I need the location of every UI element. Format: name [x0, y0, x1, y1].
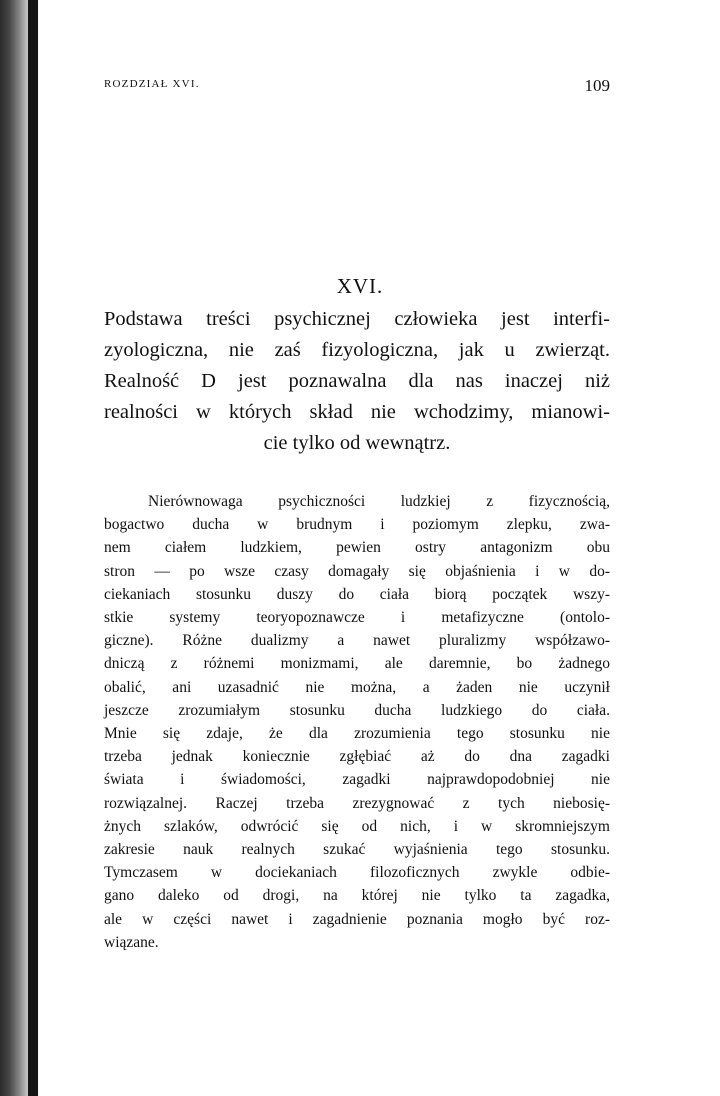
body-line: gano daleko od drogi, na której nie tylko ta zagadka,	[104, 887, 610, 905]
body-line: stron — po wsze czasy domagały się objaśnienia i w do-	[104, 562, 610, 580]
body-line: dniczą z różnemi monizmami, ale daremnie, bo żadnego	[104, 655, 610, 673]
body-line: obalić, ani uzasadnić nie można, a żaden nie uczynił	[104, 678, 610, 696]
running-head-title: ROZDZIAŁ XVI.	[104, 78, 200, 90]
body-line: Nierównowaga psychiczności ludzkiej z fizycznością,	[148, 493, 610, 510]
running-head	[104, 76, 610, 100]
chapter-summary	[104, 304, 610, 459]
body-line: świata i świadomości, zagadki najprawdopodobniej nie	[104, 771, 610, 789]
body-line: trzeba jednak koniecznie zgłębiać aż do dna zagadki	[104, 748, 610, 766]
summary-line: cie tylko od wewnątrz.	[263, 432, 451, 454]
body-line: rozwiązalnej. Raczej trzeba zrezygnować z tych niebosię-	[104, 794, 610, 812]
body-line: ale w części nawet i zagadnienie poznania mogło być roz-	[104, 910, 610, 928]
body-line: nem ciałem ludzkiem, pewien ostry antagonizm obu	[104, 539, 610, 557]
summary-line: realności w których skład nie wchodzimy, mianowi-	[104, 401, 610, 423]
body-line: ciekaniach stosunku duszy do ciała biorą początek wszy-	[104, 585, 610, 603]
summary-line: Realność D jest poznawalna dla nas inaczej niż	[104, 370, 610, 392]
body-line: zakresie nauk realnych szukać wyjaśnienia tego stosunku.	[104, 841, 610, 859]
body-line: żnych szlaków, odwrócić się od nich, i w skromniejszym	[104, 817, 610, 835]
chapter-number: XVI.	[336, 274, 384, 298]
summary-line: Podstawa treści psychicznej człowieka jest interfi-	[104, 308, 610, 330]
body-line: Tymczasem w dociekaniach filozoficznych zwykle odbie-	[104, 864, 610, 882]
body-paragraph	[104, 490, 610, 954]
book-binding-shadow	[28, 0, 38, 1096]
body-line: stkie systemy teoryopoznawcze i metafizyczne (ontolo-	[104, 609, 610, 627]
body-line: bogactwo ducha w brudnym i poziomym zlepku, zwa-	[104, 516, 610, 534]
page-number: 109	[584, 76, 610, 95]
body-line: giczne). Różne dualizmy a nawet pluralizmy współzawo-	[104, 632, 610, 650]
body-line: wiązane.	[104, 933, 159, 951]
body-line: Mnie się zdaje, że dla zrozumienia tego stosunku nie	[104, 725, 610, 743]
body-line: jeszcze zrozumiałym stosunku ducha ludzkiego do ciała.	[104, 701, 610, 719]
summary-line: zyologiczna, nie zaś fizyologiczna, jak u zwierząt.	[104, 339, 610, 361]
